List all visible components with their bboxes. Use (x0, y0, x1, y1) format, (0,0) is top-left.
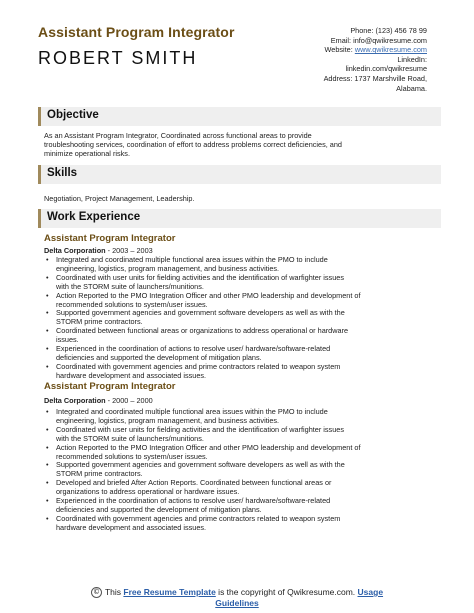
skills-text: Negotiation, Project Management, Leadership. (44, 194, 195, 203)
copyright-icon: © (92, 588, 100, 597)
objective-line: As an Assistant Program Integrator, Coordinated across functional areas to provide (44, 131, 312, 140)
experience-section-header (38, 209, 441, 228)
skills-section-header (38, 165, 441, 184)
job-dates: - 2003 – 2003 (105, 246, 153, 255)
contact-linkedin-value: linkedin.com/qwikresume (345, 64, 427, 74)
list-item: • Coordinated between functional areas or organizations to address operational or hardware issues. (46, 326, 349, 345)
list-item: • Developed and briefed After Action Reports. Coordinated between functional areas or organizations to address operational or hardware issues. (46, 478, 332, 497)
objective-title: Objective (47, 109, 99, 121)
list-item: • Experienced in the coordination of actions to resolve user/ hardware/software-related deficiencies and supported the development of mitigation plans. (46, 344, 331, 362)
list-item: • Action Reported to the PMO Integration Officer and other PMO leadership and development of recommended solutions to system/user issues. (46, 290, 361, 309)
job-bullets (44, 408, 436, 533)
job-bullets (44, 256, 436, 381)
skills-title: Skills (47, 167, 78, 179)
guidelines-link[interactable]: Guidelines (215, 598, 259, 609)
footer (0, 587, 474, 609)
objective-line: troubleshooting services, coordination of effort to address problems correct deficiencies, and (44, 140, 342, 150)
list-item: • Experienced in the coordination of actions to resolve user/ hardware/software-related deficiencies and supported the development of mitigation plans. (46, 496, 331, 514)
person-name: ROBERT SMITH (38, 48, 198, 68)
company-name: Delta Corporation (44, 396, 106, 405)
list-item: • Coordinated with user units for fielding activities and the identification of warfighter issues with the STORM suite of launchers/munitions. (46, 272, 344, 291)
list-item: • Supported government agencies and government software developers as well as with the STORM prime contractors. (46, 460, 345, 479)
objective-line: minimize operational risks. (44, 149, 130, 159)
list-item: • Integrated and coordinated multiple functional area issues within the PMO to include engineering, logistics, program management, and business activities. (46, 255, 328, 273)
list-item: • Coordinated with government agencies and prime contractors related to weapon system hardware development and associated issues. (46, 513, 341, 532)
company-name: Delta Corporation (44, 246, 106, 255)
job-dates: - 2000 – 2000 (105, 396, 153, 405)
list-item: • Coordinated with government agencies and prime contractors related to weapon system hardware development and associated issues. (46, 361, 341, 380)
list-item: • Action Reported to the PMO Integration Officer and other PMO leadership and development of recommended solutions to system/user issues. (46, 442, 361, 461)
contact-block (237, 26, 427, 93)
list-item: • Integrated and coordinated multiple functional area issues within the PMO to include engineering, logistics, program management, and business activities. (46, 407, 328, 425)
job-title: Assistant Program Integrator (38, 24, 235, 40)
contact-address-line2: Alabama. (396, 83, 427, 93)
objective-section-header (38, 107, 441, 126)
job-company-line (44, 396, 153, 405)
list-item: • Coordinated with user units for fielding activities and the identification of warfighter issues with the STORM suite of launchers/munitions. (46, 424, 344, 443)
usage-link[interactable]: Usage (357, 587, 384, 597)
job-role-title: Assistant Program Integrator (44, 381, 176, 392)
list-item: • Supported government agencies and government software developers as well as with the STORM prime contractors. (46, 308, 345, 327)
objective-text (44, 131, 434, 159)
contact-phone: Phone: (123) 456 78 99 (350, 26, 427, 35)
website-label: Website: (324, 45, 355, 55)
footer-line1 (0, 587, 474, 598)
contact-email: Email: info@qwikresume.com (330, 35, 427, 45)
free-resume-template-link[interactable]: Free Resume Template (123, 587, 216, 597)
resume-header (0, 0, 474, 100)
job-company-line (44, 246, 153, 255)
experience-title: Work Experience (47, 211, 141, 223)
job-role-title: Assistant Program Integrator (44, 233, 176, 244)
footer-middle: is the copyright of Qwikresume.com. (215, 587, 358, 597)
footer-prefix: This (104, 587, 124, 597)
website-link[interactable]: www.qwikresume.com (354, 45, 427, 55)
contact-linkedin-label: LinkedIn: (397, 54, 427, 64)
contact-website (237, 45, 427, 55)
contact-address-line1: Address: 1737 Marshville Road, (323, 73, 427, 83)
footer-line2 (0, 598, 474, 609)
